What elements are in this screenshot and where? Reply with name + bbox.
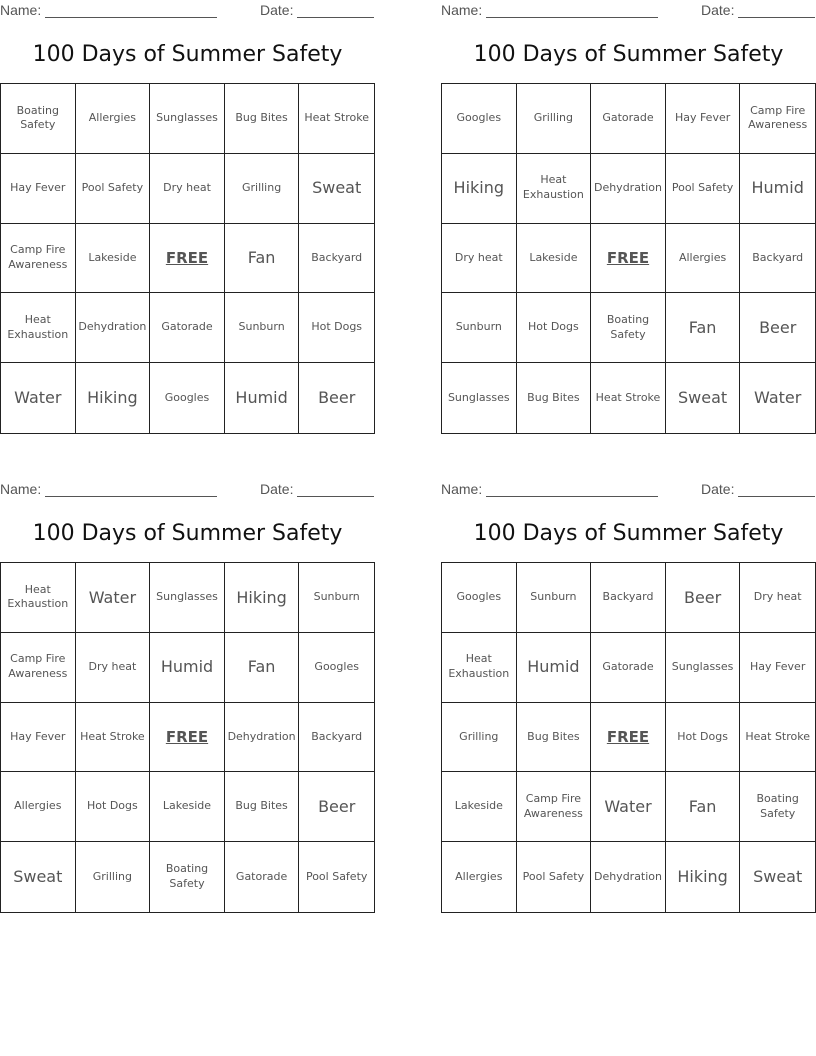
bingo-cell[interactable]: Heat Stroke (740, 703, 815, 773)
bingo-cell[interactable]: Googles (442, 563, 517, 633)
bingo-cell[interactable]: Gatorade (150, 293, 225, 363)
bingo-cell[interactable]: Hiking (442, 154, 517, 224)
bingo-cell[interactable]: Dry heat (740, 563, 815, 633)
bingo-cell[interactable]: Heat Exhaustion (1, 293, 76, 363)
card-title: 100 Days of Summer Safety (473, 521, 784, 546)
bingo-cell[interactable]: Sunglasses (150, 84, 225, 154)
bingo-card-2 (441, 0, 816, 435)
bingo-cell[interactable]: Hiking (666, 842, 741, 912)
bingo-cell[interactable]: Sunburn (442, 293, 517, 363)
bingo-cell[interactable]: Humid (150, 633, 225, 703)
bingo-cell[interactable]: Heat Stroke (299, 84, 374, 154)
date-label: Date: (701, 481, 735, 497)
bingo-cell[interactable]: Camp Fire Awareness (517, 772, 592, 842)
bingo-cell[interactable]: Beer (299, 772, 374, 842)
card-header (0, 2, 375, 20)
bingo-cell[interactable]: Pool Safety (305, 869, 368, 883)
bingo-cell[interactable]: Hiking (76, 363, 151, 433)
bingo-cell[interactable]: Lakeside (442, 772, 517, 842)
bingo-cell[interactable]: Heat Exhaustion (517, 154, 592, 224)
free-space[interactable]: FREE (591, 703, 666, 773)
bingo-cell[interactable]: Hot Dogs (517, 293, 592, 363)
name-field[interactable] (486, 3, 658, 18)
name-field[interactable] (486, 482, 658, 497)
bingo-cell[interactable]: Sunglasses (442, 363, 517, 433)
free-space[interactable]: FREE (591, 224, 666, 294)
bingo-cell[interactable]: Backyard (299, 703, 374, 773)
bingo-cell[interactable]: Boating Safety (1, 84, 76, 154)
bingo-cell[interactable]: Backyard (591, 563, 666, 633)
bingo-cell[interactable]: Sunburn (225, 293, 300, 363)
bingo-cell[interactable]: Lakeside (76, 224, 151, 294)
bingo-cell[interactable]: Dry heat (442, 224, 517, 294)
bingo-cell[interactable]: Boating Safety (740, 772, 815, 842)
bingo-cell[interactable]: Fan (225, 633, 300, 703)
bingo-cell[interactable]: Allergies (442, 842, 517, 912)
bingo-cell[interactable]: Sunglasses (150, 563, 225, 633)
bingo-card-1 (0, 0, 375, 435)
bingo-cell[interactable]: Dehydration (591, 154, 666, 224)
card-title: 100 Days of Summer Safety (32, 521, 343, 546)
bingo-grid (441, 83, 816, 434)
bingo-cell[interactable]: Water (1, 363, 76, 433)
bingo-cell[interactable]: Fan (666, 772, 741, 842)
card-title: 100 Days of Summer Safety (473, 42, 784, 67)
bingo-cell[interactable]: Sweat (753, 867, 803, 887)
free-space[interactable]: FREE (150, 703, 225, 773)
bingo-cell[interactable]: Dehydration (76, 293, 151, 363)
bingo-cell[interactable]: Humid (740, 154, 815, 224)
bingo-cell[interactable]: Dehydration (225, 703, 300, 773)
name-label: Name: (441, 2, 483, 18)
bingo-cell[interactable]: Allergies (666, 224, 741, 294)
bingo-cell[interactable]: Backyard (740, 224, 815, 294)
bingo-cell[interactable]: Sweat (666, 363, 741, 433)
date-field[interactable] (297, 3, 374, 18)
bingo-cell[interactable]: Hot Dogs (76, 772, 151, 842)
bingo-cell[interactable]: Gatorade (591, 633, 666, 703)
bingo-cell[interactable]: Sunburn (299, 563, 374, 633)
bingo-cell[interactable]: Bug Bites (225, 772, 300, 842)
bingo-grid (0, 562, 375, 913)
bingo-cell[interactable]: Sweat (299, 154, 374, 224)
bingo-cell[interactable]: Googles (442, 84, 517, 154)
card-header (441, 2, 816, 20)
bingo-cell[interactable]: Hay Fever (1, 154, 76, 224)
bingo-cell[interactable]: Googles (299, 633, 374, 703)
bingo-cell[interactable]: Hiking (225, 563, 300, 633)
bingo-cell[interactable]: Hot Dogs (666, 703, 741, 773)
name-field[interactable] (45, 482, 217, 497)
bingo-cell[interactable]: Hay Fever (666, 84, 741, 154)
card-header (0, 481, 375, 499)
bingo-cell[interactable]: Grilling (225, 154, 300, 224)
bingo-cell[interactable]: Lakeside (150, 772, 225, 842)
bingo-cell[interactable]: Heat Stroke (76, 703, 151, 773)
bingo-cell[interactable]: Hay Fever (1, 703, 76, 773)
bingo-cell[interactable]: Dry heat (76, 633, 151, 703)
bingo-cell[interactable]: Camp Fire Awareness (740, 84, 815, 154)
bingo-cell[interactable]: Backyard (299, 224, 374, 294)
bingo-cell[interactable]: Camp Fire Awareness (1, 633, 76, 703)
free-space[interactable]: FREE (150, 224, 225, 294)
bingo-cell[interactable]: Sunglasses (666, 633, 741, 703)
bingo-cell[interactable]: Beer (318, 388, 356, 408)
bingo-cell[interactable]: Beer (666, 563, 741, 633)
bingo-cell[interactable]: Dry heat (150, 154, 225, 224)
name-label: Name: (0, 481, 42, 497)
bingo-cell[interactable]: Fan (666, 293, 741, 363)
bingo-cell[interactable]: Gatorade (225, 842, 300, 912)
bingo-cell[interactable]: Googles (150, 363, 225, 433)
bingo-cell[interactable]: Pool Safety (517, 842, 592, 912)
bingo-cell[interactable]: Bug Bites (225, 84, 300, 154)
bingo-cell[interactable]: Dehydration (591, 842, 666, 912)
bingo-cell[interactable]: Heat Exhaustion (1, 563, 76, 633)
card-title: 100 Days of Summer Safety (32, 42, 343, 67)
bingo-cell[interactable]: Heat Stroke (591, 363, 666, 433)
card-header (441, 481, 816, 499)
bingo-cell[interactable]: Hot Dogs (299, 293, 374, 363)
bingo-cell[interactable]: Beer (740, 293, 815, 363)
bingo-cell[interactable]: Water (591, 772, 666, 842)
bingo-cell[interactable]: Camp Fire Awareness (1, 224, 76, 294)
date-field[interactable] (738, 3, 815, 18)
date-label: Date: (260, 481, 294, 497)
bingo-card-3 (0, 479, 375, 914)
name-label: Name: (0, 2, 42, 18)
bingo-cell[interactable]: Bug Bites (517, 703, 592, 773)
bingo-cell[interactable]: Gatorade (591, 84, 666, 154)
bingo-cell[interactable]: Lakeside (517, 224, 592, 294)
bingo-cell[interactable]: Sweat (1, 842, 76, 912)
date-field[interactable] (738, 482, 815, 497)
name-label: Name: (441, 481, 483, 497)
bingo-grid (441, 562, 816, 913)
bingo-cell[interactable]: Pool Safety (666, 154, 741, 224)
bingo-cell[interactable]: Humid (225, 363, 300, 433)
bingo-cell[interactable]: Allergies (76, 84, 151, 154)
date-label: Date: (701, 2, 735, 18)
date-field[interactable] (297, 482, 374, 497)
bingo-cell[interactable]: Hay Fever (740, 633, 815, 703)
bingo-cell[interactable]: Water (76, 563, 151, 633)
bingo-cell[interactable]: Boating Safety (591, 293, 666, 363)
bingo-cell[interactable]: Boating Safety (150, 842, 225, 912)
bingo-cell[interactable]: Humid (517, 633, 592, 703)
bingo-cell[interactable]: Bug Bites (517, 363, 592, 433)
bingo-grid (0, 83, 375, 434)
bingo-cell[interactable]: Fan (225, 224, 300, 294)
bingo-cell[interactable]: Grilling (517, 84, 592, 154)
bingo-cell[interactable]: Grilling (76, 842, 151, 912)
bingo-cell[interactable]: Sunburn (517, 563, 592, 633)
bingo-cell[interactable]: Grilling (442, 703, 517, 773)
bingo-cell[interactable]: Heat Exhaustion (442, 633, 517, 703)
date-label: Date: (260, 2, 294, 18)
bingo-cell[interactable]: Allergies (1, 772, 76, 842)
bingo-cell[interactable]: Pool Safety (76, 154, 151, 224)
name-field[interactable] (45, 3, 217, 18)
bingo-cell[interactable]: Water (754, 388, 802, 408)
bingo-card-4 (441, 479, 816, 914)
